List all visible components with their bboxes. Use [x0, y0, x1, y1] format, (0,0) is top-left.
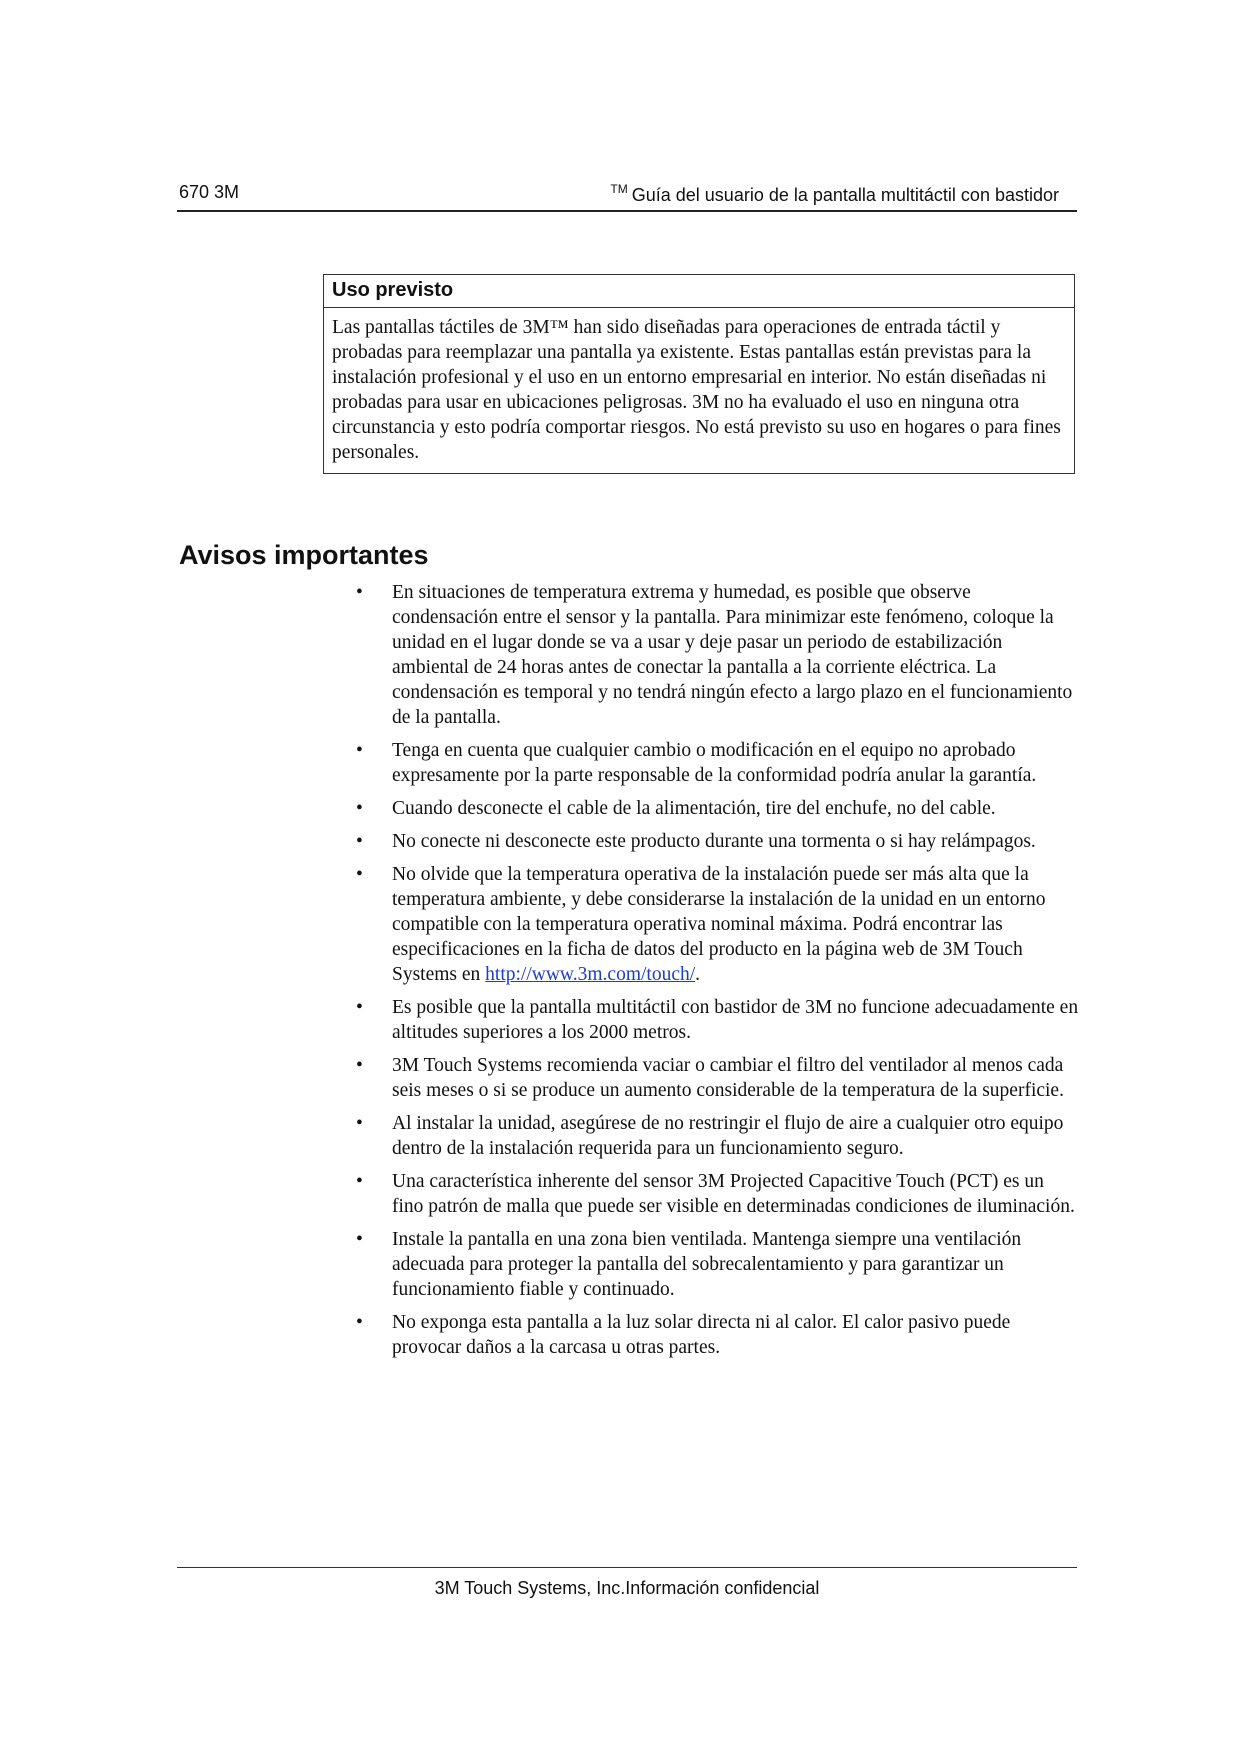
list-item — [350, 1169, 1080, 1219]
bullet-icon: • — [356, 798, 363, 819]
important-notices-list — [350, 580, 1080, 1368]
bullet-icon: • — [356, 1312, 363, 1333]
list-item-text: En situaciones de temperatura extrema y humedad, es posible que observe condensación entre el sensor y la pantalla. Para minimizar este fenómeno, coloque la unidad en el lugar donde se va a usar y deje pasar un periodo de estabilización ambiental de 24 horas antes de conectar la pantalla a la corriente eléctrica. La condensación es temporal y no tendrá ningún efecto a largo plazo en el funcionamiento de la pantalla. — [392, 582, 1073, 728]
list-item-text: No exponga esta pantalla a la luz solar directa ni al calor. El calor pasivo puede provocar daños a la carcasa u otras partes. — [392, 1312, 1011, 1358]
list-item-text: Al instalar la unidad, asegúrese de no restringir el flujo de aire a cualquier otro equipo dentro de la instalación requerida para un funcionamiento seguro. — [392, 1113, 1064, 1159]
list-item — [350, 829, 1080, 854]
bullet-icon: • — [356, 1171, 363, 1192]
list-item — [350, 1111, 1080, 1161]
trademark-mark: TM — [610, 182, 628, 196]
list-item-text: Instale la pantalla en una zona bien ventilada. Mantenga siempre una ventilación adecuada para proteger la pantalla del sobrecalentamiento y para garantizar un funcionamiento fiable y continuado. — [392, 1229, 1022, 1300]
list-item — [350, 1310, 1080, 1360]
page-header — [177, 180, 1077, 212]
page-number: 670 3M — [179, 182, 240, 202]
list-item-text: Es posible que la pantalla multitáctil con bastidor de 3M no funcione adecuadamente en altitudes superiores a los 2000 metros. — [392, 997, 1079, 1043]
bullet-icon: • — [356, 997, 363, 1018]
list-item-text: 3M Touch Systems recomienda vaciar o cambiar el filtro del ventilador al menos cada seis meses o si se produce un aumento considerable de la temperatura de la superficie. — [392, 1055, 1064, 1101]
bullet-icon: • — [356, 831, 363, 852]
list-item-text: Una característica inherente del sensor 3M Projected Capacitive Touch (PCT) es un fino patrón de malla que puede ser visible en determinadas condiciones de iluminación. — [392, 1171, 1075, 1217]
list-item-text — [392, 864, 1046, 985]
bullet-icon: • — [356, 740, 363, 761]
bullet-icon: • — [356, 1113, 363, 1134]
list-item — [350, 580, 1080, 730]
list-item — [350, 1053, 1080, 1103]
list-item-text: Tenga en cuenta que cualquier cambio o modificación en el equipo no aprobado expresamente por la parte responsable de la conformidad podría anular la garantía. — [392, 740, 1037, 786]
intended-use-divider — [324, 307, 1074, 308]
list-item — [350, 862, 1080, 987]
list-item-text: No conecte ni desconecte este producto durante una tormenta o si hay relámpagos. — [392, 831, 1036, 852]
intended-use-title: Uso previsto — [332, 279, 454, 301]
page-footer: 3M Touch Systems, Inc.Información confidencial — [177, 1567, 1077, 1599]
list-item-text-before-link: No olvide que la temperatura operativa de la instalación puede ser más alta que la temperatura ambiente, y debe considerarse la instalación de la unidad en un entorno compatible con la temperatura operativa nominal máxima. Podrá encontrar las especificaciones en la ficha de datos del producto en la página web de 3M Touch Systems en — [392, 864, 1046, 985]
bullet-icon: • — [356, 864, 363, 885]
list-item — [350, 995, 1080, 1045]
intended-use-body: Las pantallas táctiles de 3M™ han sido diseñadas para operaciones de entrada táctil y probadas para reemplazar una pantalla ya existente. Estas pantallas están previstas para la instalación profesional y el uso en un entorno empresarial en interior. No están diseñadas ni probadas para usar en ubicaciones peligrosas. 3M no ha evaluado el uso en ninguna otra circunstancia y esto podría comportar riesgos. No está previsto su uso en hogares o para fines personales. — [332, 317, 1061, 463]
list-item-text-after-link: . — [695, 964, 701, 985]
bullet-icon: • — [356, 1055, 363, 1076]
bullet-icon: • — [356, 582, 363, 603]
header-title-text: Guía del usuario de la pantalla multitáctil con bastidor — [631, 185, 1059, 205]
list-item — [350, 738, 1080, 788]
touch-systems-link[interactable]: http://www.3m.com/touch/ — [485, 964, 696, 985]
list-item-text: Cuando desconecte el cable de la alimentación, tire del enchufe, no del cable. — [392, 798, 996, 819]
list-item — [350, 1227, 1080, 1302]
list-item — [350, 796, 1080, 821]
intended-use-box — [323, 274, 1075, 474]
section-heading: Avisos importantes — [179, 540, 429, 570]
header-title — [610, 182, 1059, 206]
bullet-icon: • — [356, 1229, 363, 1250]
